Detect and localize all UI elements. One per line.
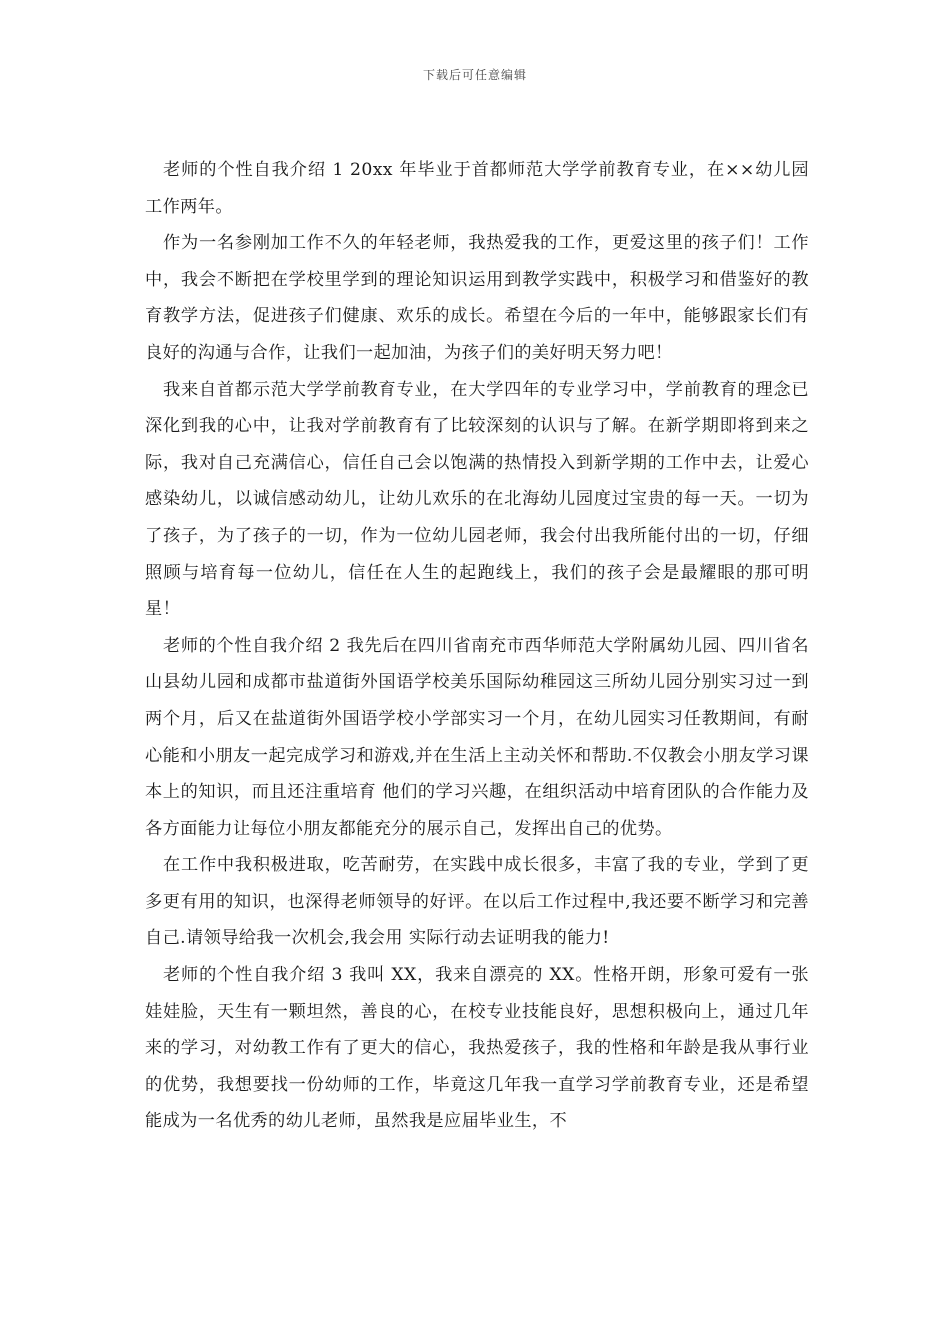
document-body bbox=[145, 152, 809, 1140]
page-header: 下载后可任意编辑 bbox=[422, 68, 527, 82]
paragraph-intro-3: 老师的个性自我介绍 3 我叫 XX，我来自漂亮的 XX。性格开朗，形象可爱有一张娃娃脸，天生有一颗坦然，善良的心，在校专业技能良好，思想积极向上，通过几年来的学习，对幼教工作有了更大的信心，我热爱孩子，我的性格和年龄是我从事行业的优势，我想要找一份幼师的工作，毕竟这几年我一直学习学前教育专业，还是希望能成为一名优秀的幼儿老师，虽然我是应届毕业生，不 bbox=[145, 965, 809, 1132]
paragraph-intro-1: 老师的个性自我介绍 1 20xx 年毕业于首都师范大学学前教育专业，在××幼儿园工作两年。 bbox=[145, 160, 809, 217]
paragraph-intro-2: 老师的个性自我介绍 2 我先后在四川省南充市西华师范大学附属幼儿园、四川省名山县幼儿园和成都市盐道街外国语学校美乐国际幼稚园这三所幼儿园分别实习过一到两个月，后又在盐道街外国语学校小学部实习一个月，在幼儿园实习任教期间，有耐心能和小朋友一起完成学习和游戏,并在生活上主动关怀和帮助.不仅教会小朋友学习课本上的知识，而且还注重培育 他们的学习兴趣，在组织活动中培育团队的合作能力及各方面能力让每位小朋友都能充分的展示自己，发挥出自己的优势。 bbox=[145, 635, 809, 839]
paragraph-work-attitude: 作为一名参刚加工作不久的年轻老师，我热爱我的工作，更爱这里的孩子们！工作中，我会不断把在学校里学到的理论知识运用到教学实践中，积极学习和借鉴好的教育教学方法，促进孩子们健康、欢乐的成长。希望在今后的一年中，能够跟家长们有良好的沟通与合作，让我们一起加油，为孩子们的美好明天努力吧！ bbox=[145, 233, 809, 363]
paragraph-education: 我来自首都示范大学学前教育专业，在大学四年的专业学习中，学前教育的理念已深化到我的心中，让我对学前教育有了比较深刻的认识与了解。在新学期即将到来之际，我对自己充满信心，信任自己会以饱满的热情投入到新学期的工作中去，让爱心感染幼儿，以诚信感动幼儿，让幼儿欢乐的在北海幼儿园度过宝贵的每一天。一切为了孩子，为了孩子的一切，作为一位幼儿园老师，我会付出我所能付出的一切，仔细照顾与培育每一位幼儿，信任在人生的起跑线上，我们的孩子会是最耀眼的那可明星！ bbox=[145, 379, 809, 620]
paragraph-work-progress: 在工作中我积极进取，吃苦耐劳，在实践中成长很多，丰富了我的专业，学到了更多更有用的知识，也深得老师领导的好评。在以后工作过程中,我还要不断学习和完善自己.请领导给我一次机会,我会用 实际行动去证明我的能力! bbox=[145, 855, 809, 949]
